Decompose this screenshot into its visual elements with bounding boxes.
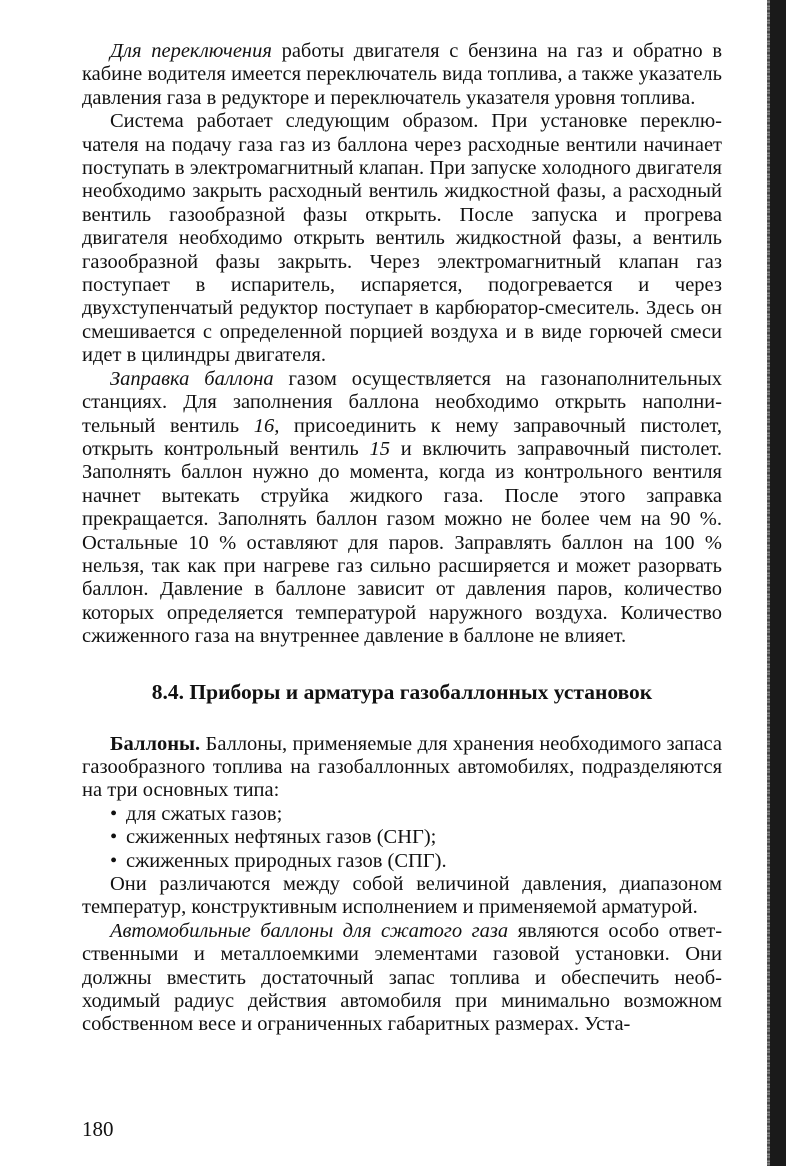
paragraph-fuel-switch	[82, 40, 722, 110]
italic-term: Автомобильные баллоны для сжатого газа	[110, 919, 509, 942]
page-body	[82, 40, 722, 1037]
item-number-16: 16,	[253, 414, 280, 437]
paragraph-refueling	[82, 368, 722, 649]
paragraph-text: присоединить к нему заправочный пистолет, открыть контрольный вентиль	[82, 414, 722, 460]
item-number-15: 15	[369, 437, 390, 460]
scan-edge-shadow	[770, 0, 786, 1166]
paragraph-text: Баллоны, применяемые для хранения необходимого запаса газообразного топлива на газобаллонных автомобилях, подразделяются на три основных типа:	[82, 732, 722, 802]
paragraph-text: Система работает следующим образом. При установке переключателя на подачу газа газ из баллона через расходные вентили начинает поступать в электромагнитный клапан. При запуске холодного двигателя необходимо закрыть расходный вентиль жидкостной фазы, а расходный вентиль газообразной фазы открыть. После запуска и прогрева двигателя необходимо открыть вентиль жидкостной фазы, а вентиль газообразной фазы закрыть. Через электромагнитный клапан газ поступает в испаритель, испаряется, подогревается и через двухступенчатый редуктор поступает в карбюратор-смеситель. Здесь он смешивается с определенной порцией воздуха и в виде горючей смеси идет в цилиндры двигателя.	[82, 110, 722, 367]
paragraph-differences	[82, 873, 722, 920]
paragraph-text: Они различаются между собой величиной давления, диапазоном температур, конструктивным исполнением и применяемой арматурой.	[82, 873, 722, 919]
italic-term: Для переключения	[110, 40, 272, 62]
paragraph-text: работы двигателя с бензина на газ и обратно в кабине водителя имеется переключатель вида топлива, а также указатель давления газа в редукторе и переключатель указателя уровня топлива.	[82, 40, 722, 109]
list-item: • сжиженных нефтяных газов (СНГ);	[82, 826, 722, 849]
list-item: • для сжатых газов;	[82, 803, 722, 826]
paragraph-text: газом осуществляется на газонаполнительных станциях. Для заполнения баллона необходимо открыть наполнительный вентиль	[82, 367, 722, 437]
bold-term: Баллоны.	[110, 732, 201, 755]
list-item: • сжиженных природных газов (СПГ).	[82, 850, 722, 873]
paragraph-text: являются особо ответственными и металлоемкими элементами газовой установки. Они должны вместить достаточный запас топлива и обеспечить необходимый радиус действия автомобиля при минимально возможном собственном весе и ограниченных габаритных размерах. Уста-	[82, 919, 723, 1036]
page-number: 180	[82, 1117, 114, 1141]
paragraph-text: и включить заправочный пистолет. Заполнять баллон нужно до момента, когда из контрольного вентиля начнет вытекать струйка жидкого газа. После этого заправка прекращается. Заполнять баллон газом можно не более чем на 90 %. Остальные 10 % оставляют для паров. Заправлять баллон на 100 % нельзя, так как при нагреве газ сильно расширяется и может разорвать баллон. Давление в баллоне зависит от давления паров, количество которых определяется температурой наружного воздуха. Количество сжиженного газа на внутреннее давление в баллоне не влияет.	[82, 437, 722, 648]
paragraph-system-operation	[82, 110, 722, 367]
paragraph-cylinders	[82, 733, 722, 803]
paragraph-compressed-gas	[82, 920, 722, 1037]
section-heading: 8.4. Приборы и арматура газобаллонных установок	[151, 679, 653, 704]
cylinder-types-list	[82, 803, 722, 873]
italic-term: Заправка баллона	[110, 367, 274, 390]
